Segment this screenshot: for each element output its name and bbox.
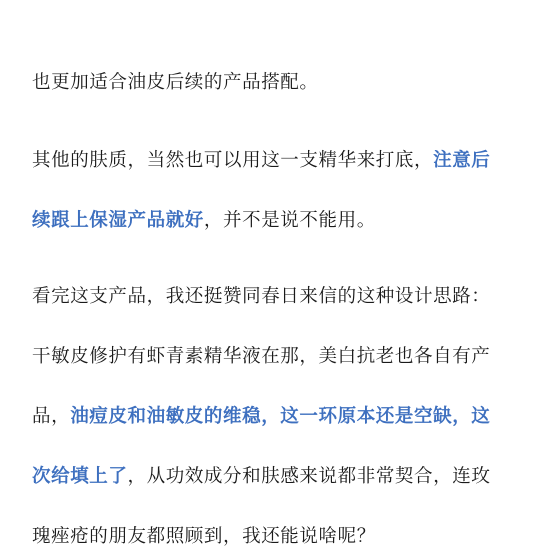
text-segment: 其他的肤质，当然也可以用这一支精华来打底， <box>32 150 434 171</box>
paragraph-3-line-2 <box>32 344 490 370</box>
paragraph-2-line-1 <box>32 148 490 174</box>
paragraph-3-line-1 <box>32 284 490 310</box>
highlighted-text: 次给填上了 <box>32 466 128 487</box>
paragraph-3-line-3 <box>32 404 490 430</box>
text-segment: 干敏皮修护有虾青素精华液在那，美白抗老也各自有产 <box>32 346 491 367</box>
paragraph-3-line-5 <box>32 524 376 550</box>
paragraph-1-line-1 <box>32 70 319 96</box>
text-segment: ，从功效成分和肤感来说都非常契合，连玫 <box>127 466 491 487</box>
text-segment: 品， <box>32 406 71 427</box>
text-segment: 瑰痤疮的朋友都照顾到，我还能说啥呢？ <box>32 526 376 547</box>
highlighted-text: 油痘皮和油敏皮的维稳，这一环原本还是空缺，这 <box>70 406 491 427</box>
highlighted-text: 注意后 <box>433 150 491 171</box>
text-segment: 也更加适合油皮后续的产品搭配。 <box>32 72 319 93</box>
highlighted-text: 续跟上保湿产品就好 <box>32 210 204 231</box>
paragraph-3-line-4 <box>32 464 490 490</box>
text-segment: ，并不是说不能用。 <box>203 210 376 231</box>
text-segment: 看完这支产品，我还挺赞同春日来信的这种设计思路： <box>32 286 491 307</box>
paragraph-2-line-2 <box>32 208 376 234</box>
